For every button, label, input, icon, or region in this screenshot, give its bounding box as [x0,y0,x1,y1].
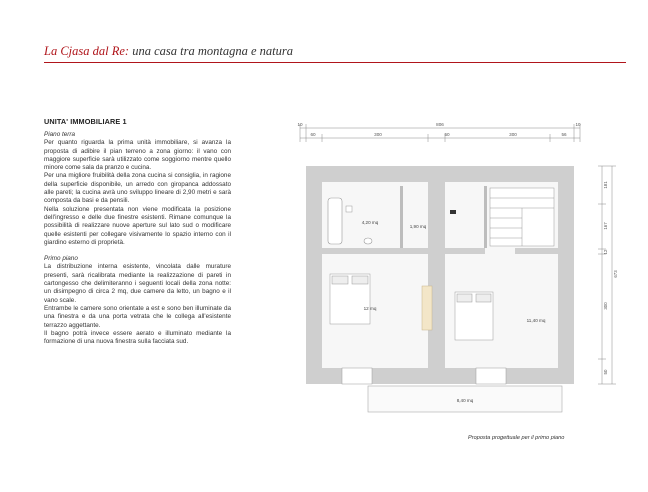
header-subtitle: una casa tra montagna e natura [129,44,293,58]
description-text [44,131,231,346]
partition-wall [445,248,485,254]
ground-floor-paragraph: Nella soluzione presentata non viene modificata la posizione dell'ingresso e delle due finestre esistenti. Rimane comunque la possibilità di realizzare nuove aperture sul lato sud o modificare quelle esistenti per collegare visivamente lo spazio interno con il giardino esterno di proprietà. [44,205,231,246]
dim-label: 673 [613,270,618,278]
first-floor-paragraph: La distribuzione interna esistente, vincolata dalle murature presenti, sarà ricalibrata mediante la realizzazione di pareti in cartongesso che delimiteranno i seguenti locali della zona notte: un disimpegno di circa 2 mq, due camere da letto, un bagno e il vano scale. [44,263,231,304]
partition-wall [400,186,403,248]
bed-right [455,292,493,340]
plan-caption: Proposta progettuale per il primo piano [468,435,565,441]
ground-floor-heading: Piano terra [44,131,76,138]
staircase [490,188,554,246]
dim-label: 806 [436,122,444,127]
first-floor-paragraph: Entrambe le camere sono orientate a est e sono ben illuminate da una finestra e da una porta vetrata che le collega all'esistente terrazzo aggettante. [44,304,231,329]
section-title: UNITA' IMMOBILIARE 1 [44,117,127,126]
dim-label: 50 [603,369,608,375]
header-divider [44,62,626,63]
dim-label: 167 [603,222,608,230]
dim-label: 50 [444,132,450,137]
floor-plan-drawing [250,114,630,419]
dim-label: 300 [603,302,608,310]
partition-wall [515,248,558,254]
partition-wall [484,186,487,248]
room-area-bath: 4,20 mq [361,220,379,225]
dim-label: 300 [374,132,382,137]
brand-title: La Cjasa dal Re: [44,44,130,58]
bathtub [328,198,342,244]
room-area-terrace: 8,40 mq [456,398,474,403]
bed-left [330,274,370,324]
room-area-bedroom-right: 11,40 mq [526,318,546,323]
dim-label: 10 [575,122,581,127]
ground-floor-paragraph: Per quanto riguarda la prima unità immobiliare, si avanza la proposta di adibire il pian terreno a zona giorno: il vano con maggiore superficie sarà utilizzato come soggiorno mentre quello minore come sala da pranzo e cucina. [44,139,231,172]
page-header [44,44,604,59]
dim-label: 300 [509,132,517,137]
dim-label: 56 [561,132,567,137]
central-wall [428,182,445,368]
floor-plan [250,114,630,419]
dim-label: 60 [310,132,316,137]
first-floor-paragraph: Il bagno potrà invece essere aerato e illuminato mediante la formazione di una nuova finestra sulla facciata sud. [44,329,231,346]
toilet [364,238,372,244]
partition-wall [322,248,428,254]
dim-label: 181 [603,181,608,189]
column-marker [450,210,456,214]
wardrobe [422,286,432,330]
ground-floor-paragraph: Per una migliore fruibilità della zona cucina si consiglia, in ragione della superficie disponibile, un arredo con giropanca addossato alle pareti; la cucina avrà uno sviluppo lineare di 2,90 metri e sarà composta da basi e da pensili. [44,172,231,205]
dim-label: 12 [603,249,608,255]
dim-label: 10 [297,122,303,127]
room-area-hall: 1,90 mq [409,224,427,229]
room-area-bedroom-left: 12 mq [363,306,377,311]
first-floor-heading: Primo piano [44,255,78,263]
sink [346,206,352,212]
